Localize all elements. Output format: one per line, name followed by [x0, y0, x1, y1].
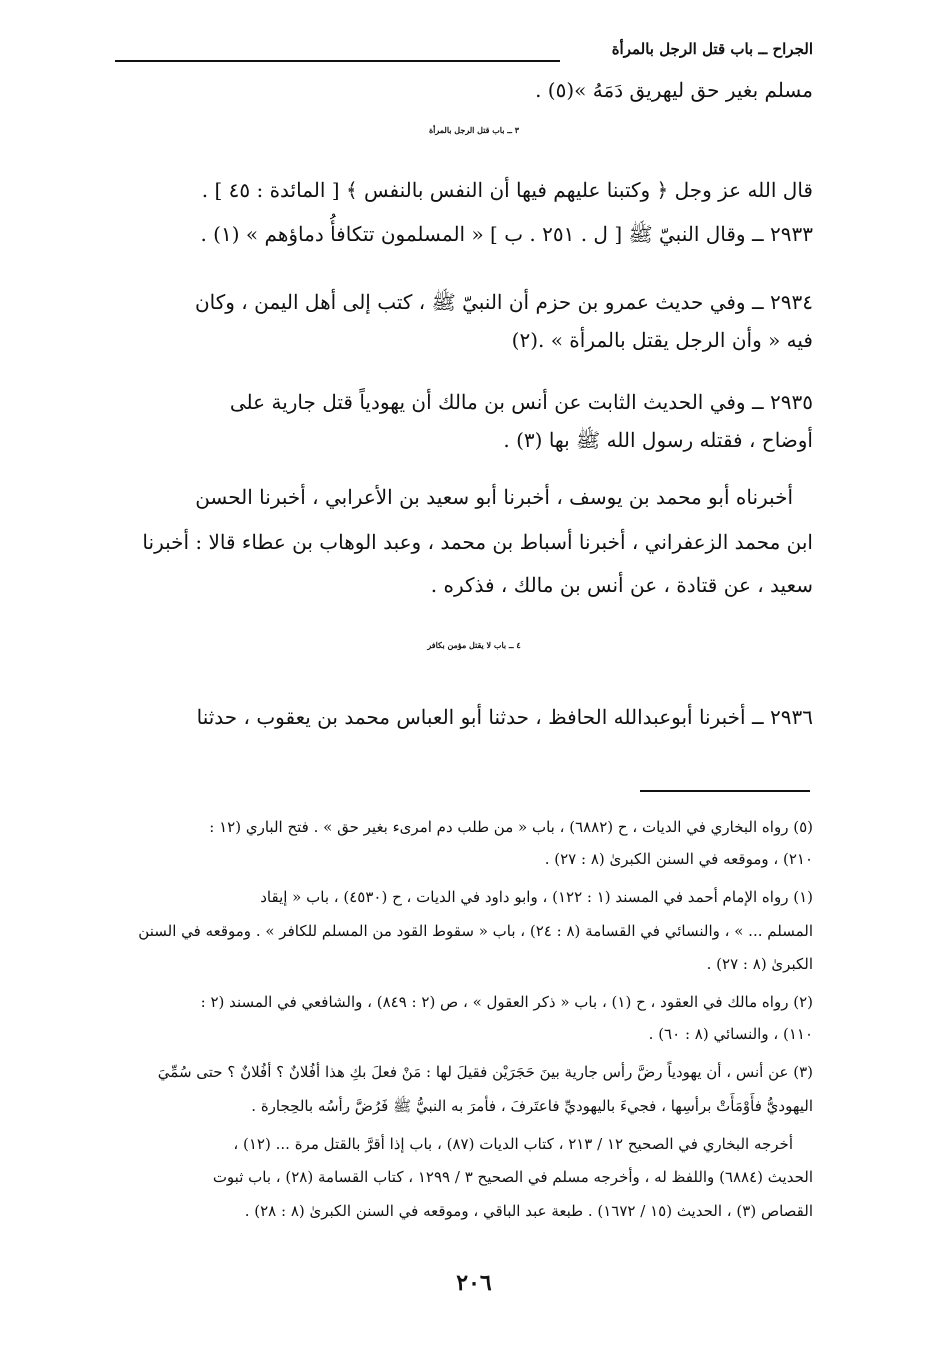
hadith-2934: ٢٩٣٤ ــ وفي حديث عمرو بن حزم أن النبيّ ﷺ ، كتب إلى أهل اليمن ، وكان [194, 290, 813, 314]
hadith-2935: ٢٩٣٥ ــ وفي الحديث الثابت عن أنس بن مالك أن يهودياً قتل جارية على [229, 390, 813, 414]
isnad-line-3: سعيد ، عن قتادة ، عن أنس بن مالك ، فذكره . [430, 573, 813, 597]
footnote-3-line-5: القصاص (٣) ، الحديث (١٥ / ١٦٧٢) . طبعة عبد الباقي ، وموقعه في السنن الكبرىٰ (٨ : ٢٨) . [244, 1202, 813, 1220]
footnote-1-line-1: (١) رواه الإمام أحمد في المسند (١ : ١٢٢) ، وابو داود في الديات ، ح (٤٥٣٠) ، باب « إيقاد [260, 888, 813, 906]
footnote-1-line-3: الكبرىٰ (٨ : ٢٧) . [706, 955, 813, 973]
text-line-1: مسلم بغير حق ليهريق دَمَهُ »(٥) . [535, 78, 813, 102]
footnote-2-line-2: ١١٠) ، والنسائي (٨ : ٦٠) . [648, 1025, 813, 1043]
footnote-rule [640, 790, 810, 792]
text-line-2: قال الله عز وجل ﴿ وكتبنا عليهم فيها أن النفس بالنفس ﴾ [ المائدة : ٤٥ ] . [201, 178, 813, 202]
isnad-line-1: أخبرناه أبو محمد بن يوسف ، أخبرنا أبو سعيد بن الأعرابي ، أخبرنا الحسن [195, 485, 793, 509]
running-head-rule [115, 60, 560, 62]
footnote-3-line-4: الحديث (٦٨٨٤) واللفظ له ، وأخرجه مسلم في الصحيح ٣ / ١٢٩٩ ، كتاب القسامة (٢٨) ، باب ثبوت [212, 1168, 813, 1186]
footnote-5-line-2: ٢١٠) ، وموقعه في السنن الكبرىٰ (٨ : ٢٧) . [544, 850, 813, 868]
hadith-2934-cont: فيه « وأن الرجل يقتل بالمرأة » .(٢) [511, 328, 813, 352]
hadith-2935-cont: أوضاح ، فقتله رسول الله ﷺ بها (٣) . [503, 428, 813, 452]
footnote-1-line-2: المسلم ... » ، والنسائي في القسامة (٨ : ٢٤) ، باب « سقوط القود من المسلم للكافر » . وموقعه في السنن [138, 922, 813, 940]
section-heading-4: ٤ ــ باب لا يقتل مؤمن بكافر [427, 640, 521, 650]
footnote-2-line-1: (٢) رواه مالك في العقود ، ح (١) ، باب « ذكر العقول » ، ص (٢ : ٨٤٩) ، والشافعي في المسند (٢ : [200, 993, 813, 1011]
footnote-5-line-1: (٥) رواه البخاري في الديات ، ح (٦٨٨٢) ، باب « من طلب دم امرىء بغير حق » . فتح الباري (١٢ : [209, 818, 813, 836]
isnad-line-2: ابن محمد الزعفراني ، أخبرنا أسباط بن محمد ، وعبد الوهاب بن عطاء قالا : أخبرنا [142, 530, 813, 554]
section-heading-3: ٣ ــ باب قتل الرجل بالمرأة [428, 125, 520, 135]
running-head: الجراح ــ باب قتل الرجل بالمرأة [611, 40, 813, 58]
page-number: ٢٠٦ [456, 1270, 492, 1296]
footnote-3-line-1: (٣) عن أنس ، أن يهودياً رضَّ رأس جارية بينَ حَجَرَيْن فقيلَ لها : مَنْ فعلَ بكِ هذا أفُلانٌ ؟ أفُلانٌ ؟ حتى سُمِّيَ [157, 1063, 813, 1081]
hadith-2933: ٢٩٣٣ ــ وقال النبيّ ﷺ [ ل . ٢٥١ . ب ] « المسلمون تتكافأُ دماؤهم » (١) . [200, 222, 813, 246]
footnote-3-line-2: اليهوديُّ فأَوْمَأَتْ برأسِها ، فجيءَ باليهوديِّ فاعتَرفَ ، فأمرَ به النبيُّ ﷺ فَرُضَّ رأسُه بالحِجارة . [251, 1097, 813, 1115]
footnote-3-line-3: أخرجه البخاري في الصحيح ١٢ / ٢١٣ ، كتاب الديات (٨٧) ، باب إذا أقرَّ بالقتل مرة ... (١٢) ، [233, 1135, 793, 1153]
hadith-2936: ٢٩٣٦ ــ أخبرنا أبوعبدالله الحافظ ، حدثنا أبو العباس محمد بن يعقوب ، حدثنا [196, 705, 813, 729]
